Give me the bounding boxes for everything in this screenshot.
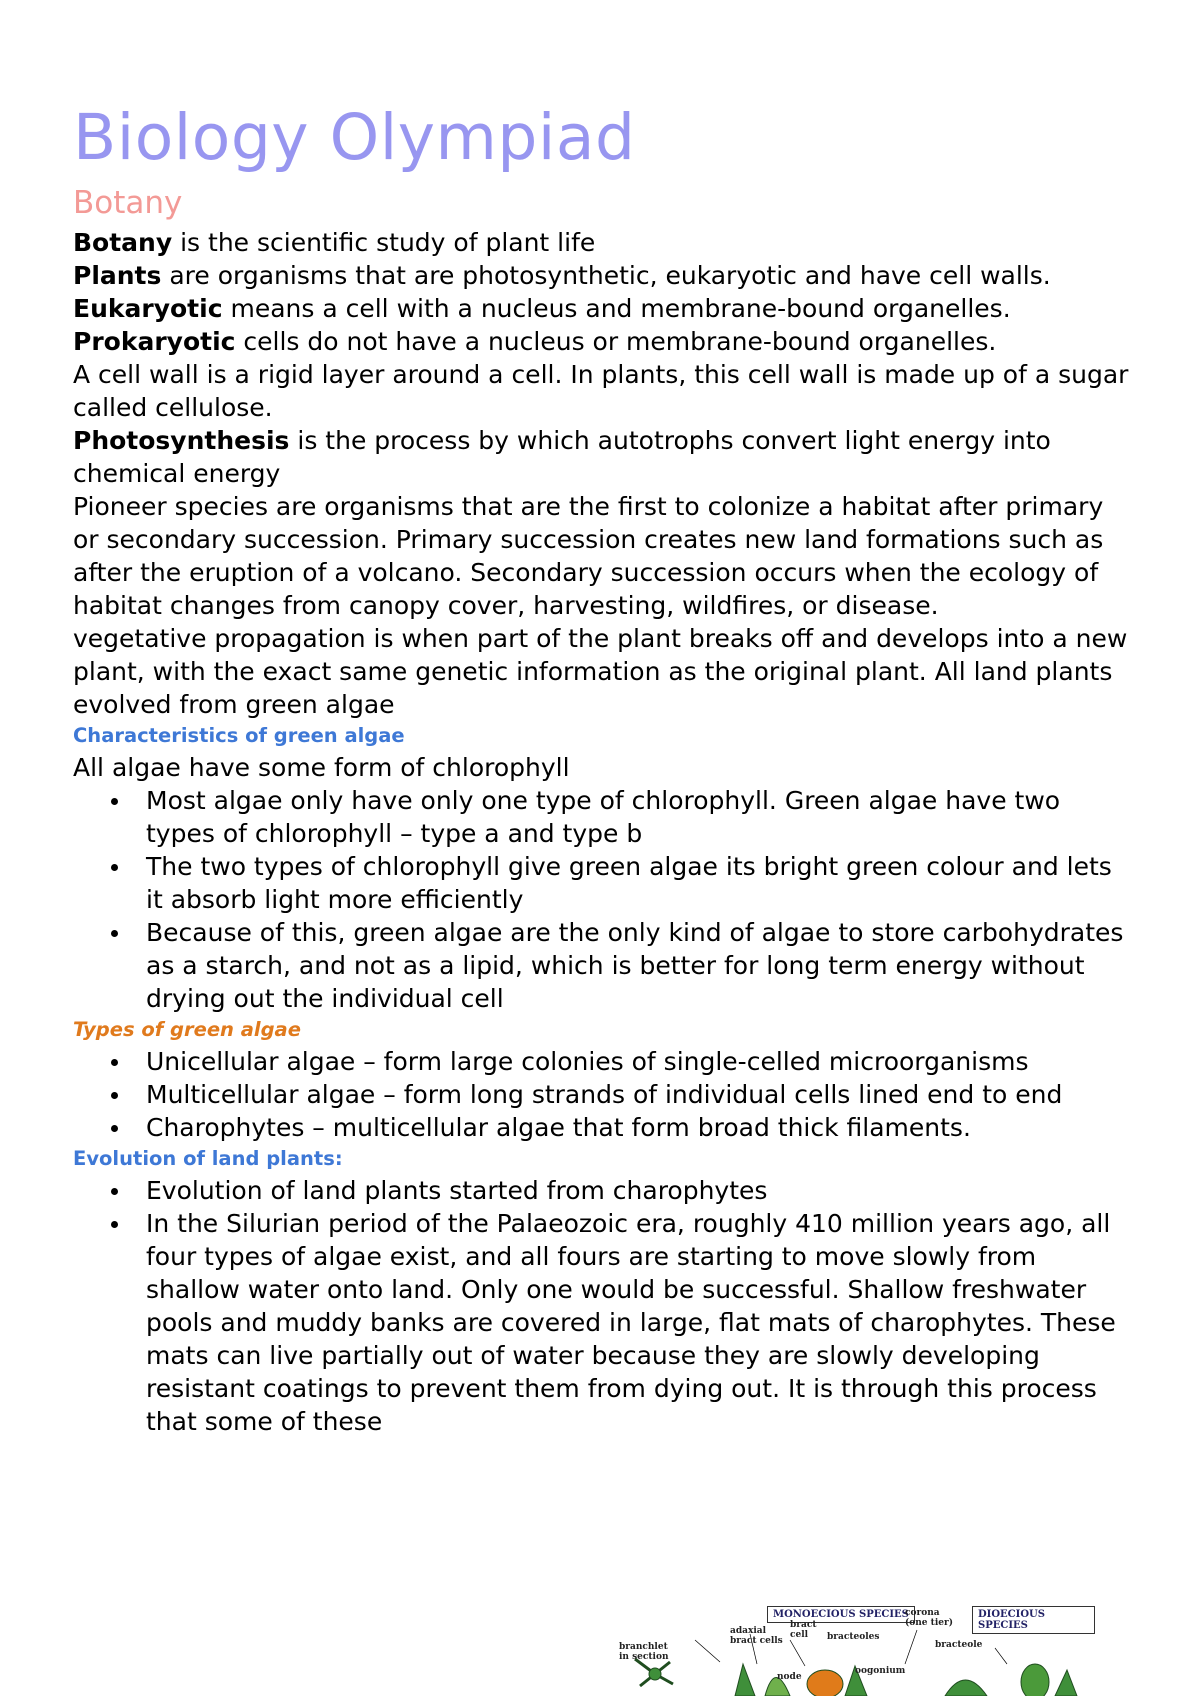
paragraph-text: is the process by which autotrophs convert light energy into chemical energy — [73, 426, 1051, 488]
list-item: Most algae only have only one type of chlorophyll. Green algae have two types of chlorophyll – type a and type b — [146, 784, 1133, 850]
diagram-label: bract cell — [790, 1620, 817, 1640]
list-item: Charophytes – multicellular algae that form broad thick filaments. — [146, 1111, 1133, 1144]
diagram-label: branchlet in section — [619, 1642, 669, 1662]
intro-paragraphs — [73, 226, 1133, 721]
section-heading: Botany — [73, 185, 183, 221]
bullet-list — [73, 1045, 1133, 1144]
document-page — [73, 96, 1133, 1438]
subheading-evolution: Evolution of land plants: — [73, 1147, 343, 1170]
paragraph — [73, 622, 1133, 721]
paragraph — [73, 226, 1133, 259]
term: Photosynthesis — [73, 426, 290, 455]
paragraph — [73, 490, 1133, 622]
subheading-types: Types of green algae — [73, 1018, 301, 1041]
dioecious-label: DIOECIOUS SPECIES — [972, 1606, 1095, 1634]
list-item: Evolution of land plants started from charophytes — [146, 1174, 1133, 1207]
bullet-list — [73, 1174, 1133, 1438]
paragraph-text: cells do not have a nucleus or membrane-bound organelles. — [235, 327, 997, 356]
list-item: In the Silurian period of the Palaeozoic era, roughly 410 million years ago, all four types of algae exist, and all fours are starting to move slowly from shallow water onto land. Only one would be successful. Shallow freshwater pools and muddy banks are covered in large, flat mats of charophytes. These mats can live partially out of water because they are slowly developing resistant coatings to prevent them from dying out. It is through this process that some of these — [146, 1207, 1133, 1438]
document-title: Biology Olympiad — [73, 101, 636, 174]
list-item: The two types of chlorophyll give green algae its bright green colour and lets it absorb light more efficiently — [146, 850, 1133, 916]
paragraph-text: vegetative propagation is when part of the plant breaks off and develops into a new plant, with the exact same genetic information as the original plant. All land plants evolved from green algae — [73, 624, 1128, 719]
paragraph-text: is the scientific study of plant life — [172, 228, 596, 257]
monoecious-label: MONOECIOUS SPECIES — [767, 1606, 915, 1623]
diagram-label: adaxial bract cells — [730, 1626, 783, 1646]
charophyte-diagram — [615, 1604, 1095, 1696]
diagram-label: corona (one tier) — [905, 1608, 953, 1628]
diagram-label: bracteole — [935, 1640, 983, 1650]
term: Botany — [73, 228, 173, 257]
paragraph — [73, 325, 1133, 358]
paragraph — [73, 424, 1133, 490]
paragraph — [73, 358, 1133, 424]
paragraph-text: Pioneer species are organisms that are the first to colonize a habitat after primary or secondary succession. Primary succession creates new land formations such as after the eruption of a volcano. Secondary succession occurs when the ecology of habitat changes from canopy cover, harvesting, wildfires, or disease. — [73, 492, 1104, 620]
paragraph: All algae have some form of chlorophyll — [73, 753, 570, 782]
bullet-list — [73, 784, 1133, 1015]
paragraph — [73, 292, 1133, 325]
term: Eukaryotic — [73, 294, 223, 323]
paragraph — [73, 259, 1133, 292]
list-item: Unicellular algae – form large colonies of single-celled microorganisms — [146, 1045, 1133, 1078]
diagram-label: oogonium — [855, 1666, 906, 1676]
subheading-green-algae: Characteristics of green algae — [73, 724, 405, 747]
paragraph-text: means a cell with a nucleus and membrane-bound organelles. — [222, 294, 1011, 323]
list-item: Because of this, green algae are the only kind of algae to store carbohydrates as a starch, and not as a lipid, which is better for long term energy without drying out the individual cell — [146, 916, 1133, 1015]
diagram-label: node — [777, 1672, 802, 1682]
term: Plants — [73, 261, 162, 290]
term: Prokaryotic — [73, 327, 236, 356]
diagram-label: bracteoles — [827, 1632, 880, 1642]
paragraph-text: A cell wall is a rigid layer around a cell. In plants, this cell wall is made up of a sugar called cellulose. — [73, 360, 1129, 422]
list-item: Multicellular algae – form long strands of individual cells lined end to end — [146, 1078, 1133, 1111]
paragraph-text: are organisms that are photosynthetic, eukaryotic and have cell walls. — [161, 261, 1051, 290]
